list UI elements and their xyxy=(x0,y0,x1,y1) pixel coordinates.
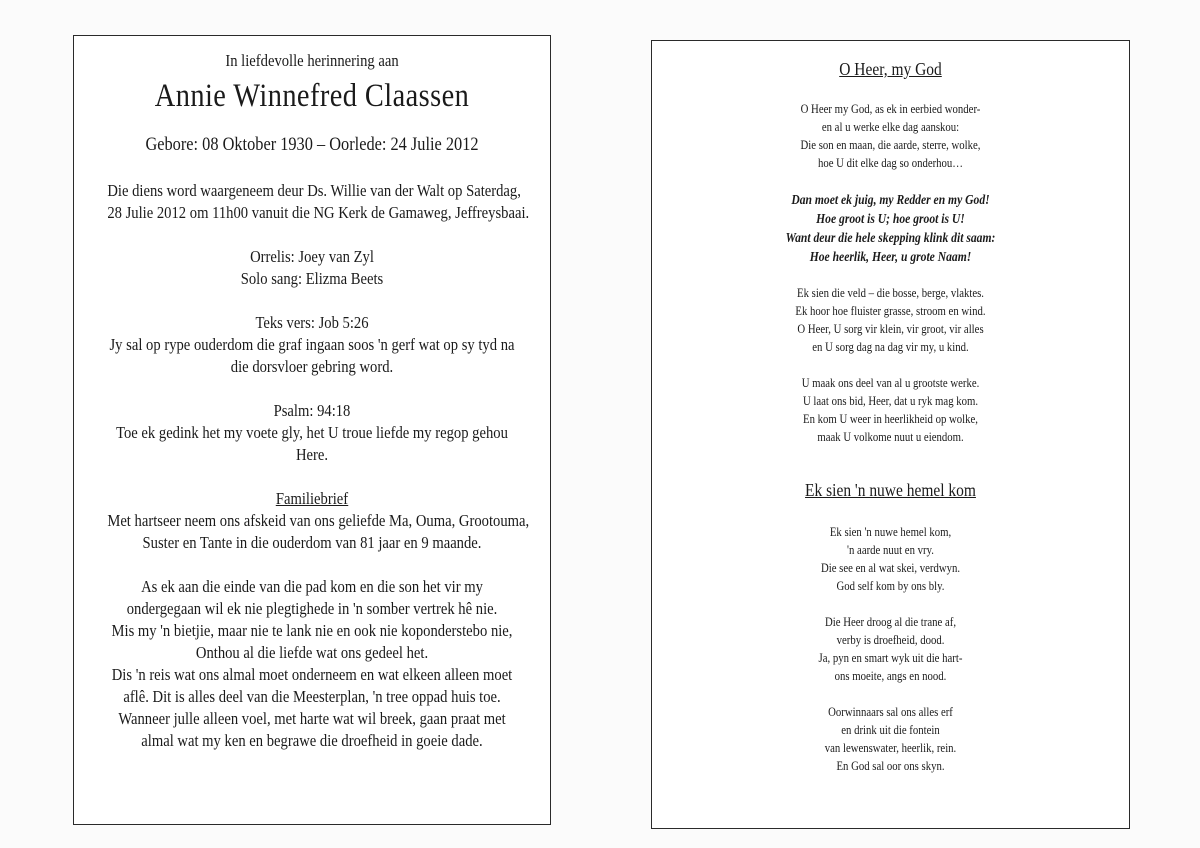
memorial-intro: In liefdevolle herinnering aan xyxy=(225,51,399,70)
service-details: Die diens word waargeneem deur Ds. Willie van der Walt op Saterdag, 28 Julie 2012 om 11h00 vanuit die NG Kerk de Gamaweg, Jeffreysbaai. xyxy=(107,181,530,222)
hymn2-stanza: Ek sien 'n nuwe hemel kom, 'n aarde nuut en vry. Die see en al wat skei, verdwyn. God self kom by ons bly. xyxy=(820,525,961,593)
hymn2-stanza: Die Heer droog al die trane af, verby is droefheid, dood. Ja, pyn en smart wyk uit die hart- ons moeite, angs en nood. xyxy=(818,615,963,683)
family-letter: Familiebrief Met hartseer neem ons afskeid van ons geliefde Ma, Ouma, Grootouma, Suster en Tante in die ouderdom van 81 jaar en 9 maande. xyxy=(74,488,550,554)
hymn1-title: O Heer, my God xyxy=(839,59,942,79)
hymn1-stanza: U maak ons deel van al u grootste werke. U laat ons bid, Heer, dat u ryk mag kom. En kom U weer in heerlikheid op wolke, maak U volkome nuut u eiendom. xyxy=(801,376,980,444)
music-details: Orrelis: Joey van Zyl Solo sang: Elizma Beets xyxy=(240,247,384,288)
family-letter-heading: Familiebrief xyxy=(275,489,349,508)
life-dates: Gebore: 08 Oktober 1930 – Oorlede: 24 Julie 2012 xyxy=(145,134,479,155)
deceased-name: Annie Winnefred Claassen xyxy=(154,78,470,114)
hymn2-title: Ek sien 'n nuwe hemel kom xyxy=(805,480,976,500)
farewell-poem: As ek aan die einde van die pad kom en die son het vir my ondergegaan wil ek nie plegtighede in 'n somber vertrek hê nie. Mis my 'n bietjie, maar nie te lank nie en ook nie koponderstebo nie, Onthou al die liefde wat ons gedeel het. Dis 'n reis wat ons almal moet onderneem en wat elkeen alleen moet aflê. Dit is alles deel van die Meesterplan, 'n tree oppad huis toe. Wanneer julle alleen voel, met harte wat wil breek, gaan praat met almal wat my ken en begrawe die droefheid in goeie dade. xyxy=(111,577,513,750)
psalm-heading: Psalm: 94:18 xyxy=(273,401,351,420)
hymn1-stanza: Ek sien die veld – die bosse, berge, vlaktes. Ek hoor hoe fluister grasse, stroom en wind. O Heer, U sorg vir klein, vir groot, vir alles en U sorg dag na dag vir my, u kind. xyxy=(795,286,986,354)
scripture-text: Teks vers: Job 5:26 Jy sal op rype ouderdom die graf ingaan soos 'n gerf wat op sy tyd na die dorsvloer gebring word. xyxy=(74,312,550,378)
left-panel xyxy=(73,35,551,825)
hymn1-stanza: O Heer my God, as ek in eerbied wonder- en al u werke elke dag aanskou: Die son en maan, die aarde, sterre, wolke, hoe U dit elke dag so onderhou… xyxy=(800,102,981,170)
hymn2-stanza: Oorwinnaars sal ons alles erf en drink uit die fontein van lewenswater, heerlik, rein. En God sal oor ons skyn. xyxy=(824,705,957,773)
hymn1-chorus: Dan moet ek juig, my Redder en my God! Hoe groot is U; hoe groot is U! Want deur die hele skepping klink dit saam: Hoe heerlik, Heer, u grote Naam! xyxy=(785,192,996,264)
scripture-heading: Teks vers: Job 5:26 xyxy=(255,313,369,332)
psalm-text: Psalm: 94:18 Toe ek gedink het my voete gly, het U troue liefde my regop gehou Here. xyxy=(74,400,550,466)
right-panel xyxy=(651,40,1130,829)
